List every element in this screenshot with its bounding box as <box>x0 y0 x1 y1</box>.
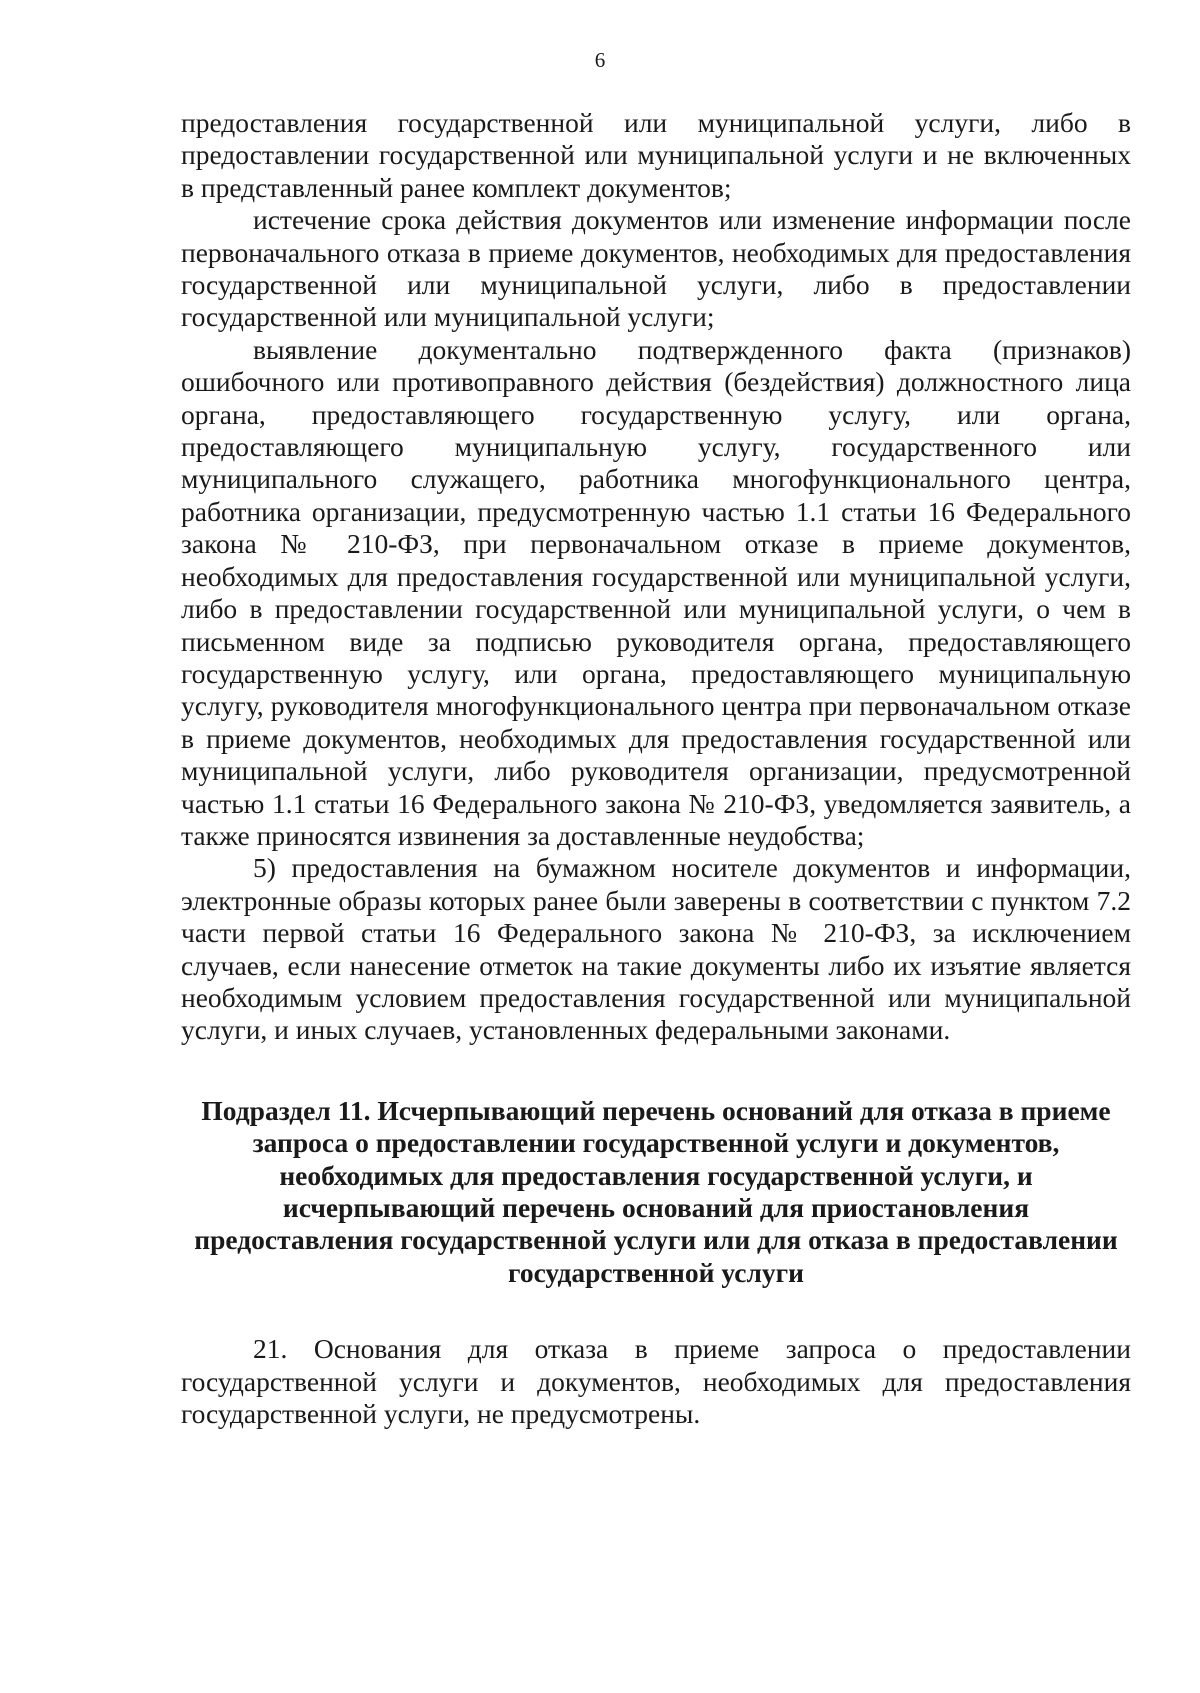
section-heading: Подраздел 11. Исчерпывающий перечень оснований для отказа в приеме запроса о предоставлении государственной услуги и документов, необходимых для предоставления государственной услуги, и исчерпывающий перечень оснований для приостановления предоставления государственной услуги или для отказа в предоставлении государственной услуги <box>194 1094 1118 1288</box>
paragraph-21: 21. Основания для отказа в приеме запроса о предоставлении государственной услуги и документов, необходимых для предоставления государственной услуги, не предусмотрены. <box>181 1333 1131 1430</box>
paragraph-continuation: предоставления государственной или муниципальной услуги, либо в предоставлении государственной или муниципальной услуги и не включенных в представленный ранее комплект документов; <box>181 107 1131 203</box>
paragraph-erroneous-action: выявление документально подтвержденного факта (признаков) ошибочного или противоправного действия (бездействия) должностного лица органа, предоставляющего государственную услугу, или органа, предоставляющего муниципальную услугу, государственного или муниципального служащего, работника многофункционального центра, работника организации, предусмотренную частью 1.1 статьи 16 Федерального закона № 210-ФЗ, при первоначальном отказе в приеме документов, необходимых для предоставления государственной или муниципальной услуги, либо в предоставлении государственной или муниципальной услуги, о чем в письменном виде за подписью руководителя органа, предоставляющего государственную услугу, или органа, предоставляющего муниципальную услугу, руководителя многофункционального центра при первоначальном отказе в приеме документов, необходимых для предоставления государственной или муниципальной услуги, либо руководителя организации, предусмотренной частью 1.1 статьи 16 Федерального закона № 210-ФЗ, уведомляется заявитель, а также приносятся извинения за доставленные неудобства; <box>181 333 1131 851</box>
document-body <box>181 107 1131 1430</box>
paragraph-document-expiry: истечение срока действия документов или изменение информации после первоначального отказа в приеме документов, необходимых для предоставления государственной или муниципальной услуги, либо в предоставлении государственной или муниципальной услуги; <box>181 204 1131 333</box>
page-number: 6 <box>594 48 606 72</box>
paragraph-item-5: 5) предоставления на бумажном носителе документов и информации, электронные образы которых ранее были заверены в соответствии с пунктом 7.2 части первой статьи 16 Федерального закона № 210-ФЗ, за исключением случаев, если нанесение отметок на такие документы либо их изъятие является необходимым условием предоставления государственной или муниципальной услуги, и иных случаев, установленных федеральными законами. <box>181 852 1131 1046</box>
